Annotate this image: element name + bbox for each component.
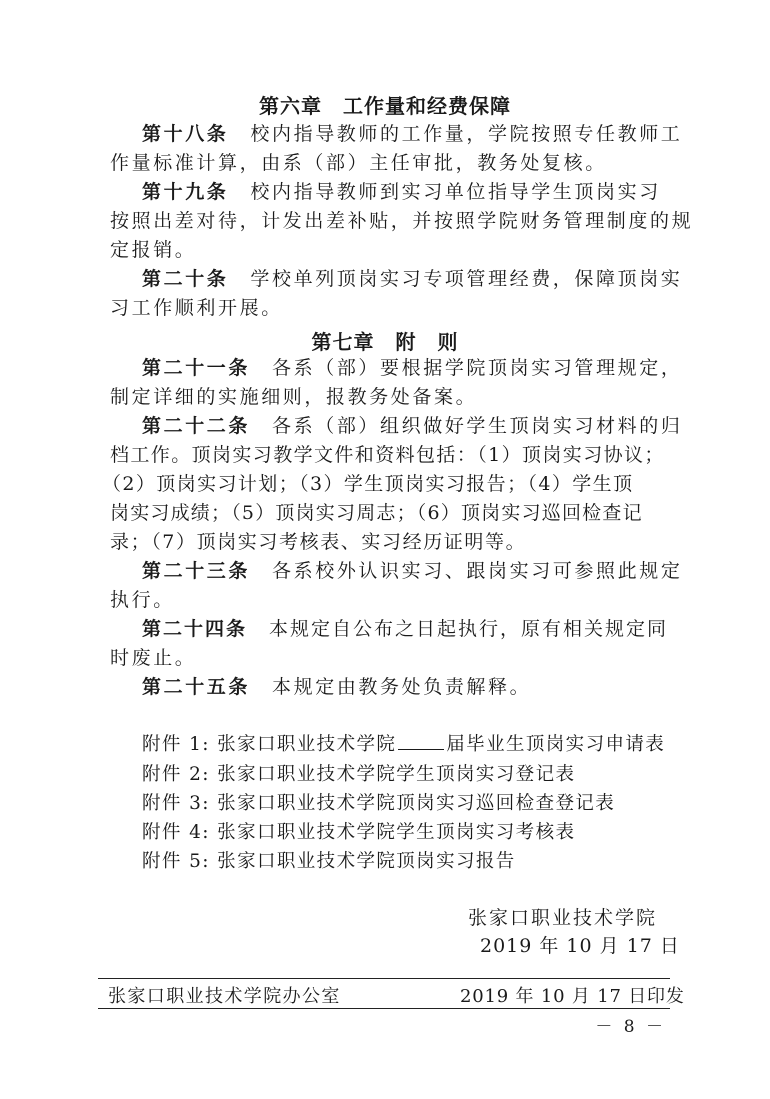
footer-office: 张家口职业技术学院办公室 [108, 986, 341, 1007]
article-22-line-4: 岗实习成绩；（5）顶岗实习周志；（6）顶岗实习巡回检查记 [110, 502, 643, 524]
article-20-line-1: 第二十条 学校单列顶岗实习专项管理经费，保障顶岗实 [142, 268, 683, 290]
article-18-label: 第十八条 [142, 123, 229, 145]
article-19-line-2: 按照出差对待，计发出差补贴，并按照学院财务管理制度的规 [110, 210, 694, 232]
article-23-label: 第二十三条 [142, 560, 251, 582]
attachment-5: 附件 5: 张家口职业技术学院顶岗实习报告 [142, 851, 516, 872]
article-24-line-1: 第二十四条 本规定自公布之日起执行，原有相关规定同 [142, 618, 669, 640]
article-21-label: 第二十一条 [142, 357, 251, 379]
article-22-label: 第二十二条 [142, 415, 251, 437]
footer-bottom-rule [98, 1008, 670, 1009]
attachment-4: 附件 4: 张家口职业技术学院学生顶岗实习考核表 [142, 822, 576, 843]
attachment-2: 附件 2: 张家口职业技术学院学生顶岗实习登记表 [142, 764, 576, 785]
article-21-line-1: 第二十一条 各系（部）要根据学院顶岗实习管理规定， [142, 357, 683, 379]
article-19-label: 第十九条 [142, 181, 229, 203]
article-24-label: 第二十四条 [142, 618, 248, 640]
article-24-line-2: 时废止。 [110, 647, 197, 669]
article-18-line-1: 第十八条 校内指导教师的工作量，学院按照专任教师工 [142, 123, 683, 145]
article-25-label: 第二十五条 [142, 676, 251, 698]
article-19-line-3: 定报销。 [110, 239, 197, 261]
chapter-7-heading: 第七章 附 则 [311, 330, 459, 354]
article-22-line-2: 档工作。顶岗实习教学文件和资料包括：（1）顶岗实习协议； [110, 444, 665, 466]
article-25-line-1: 第二十五条 本规定由教务处负责解释。 [142, 676, 532, 698]
article-23-line-2: 执行。 [110, 589, 175, 611]
signature-org: 张家口职业技术学院 [468, 907, 658, 929]
page-number: － 8 － [595, 1017, 666, 1037]
article-21-line-2: 制定详细的实施细则，报教务处备案。 [110, 386, 478, 408]
blank-line [398, 731, 444, 750]
article-22-line-5: 录；（7）顶岗实习考核表、实习经历证明等。 [110, 531, 527, 553]
article-22-line-3: （2）顶岗实习计划；（3）学生顶岗实习报告；（4）学生顶 [102, 473, 634, 495]
article-19-line-1: 第十九条 校内指导教师到实习单位指导学生顶岗实习 [142, 181, 661, 203]
attachment-1: 附件 1: 张家口职业技术学院 届毕业生顶岗实习申请表 [142, 730, 665, 756]
article-22-line-1: 第二十二条 各系（部）组织做好学生顶岗实习材料的归 [142, 415, 683, 437]
article-18-line-2: 作量标准计算，由系（部）主任审批，教务处复核。 [110, 152, 607, 174]
footer-print-date: 2019 年 10 月 17 日印发 [460, 986, 685, 1007]
attachment-3: 附件 3: 张家口职业技术学院顶岗实习巡回检查登记表 [142, 793, 616, 814]
article-23-line-1: 第二十三条 各系校外认识实习、跟岗实习可参照此规定 [142, 560, 683, 582]
article-20-line-2: 习工作顺利开展。 [110, 297, 283, 319]
footer-top-rule [98, 978, 670, 979]
article-20-label: 第二十条 [142, 268, 229, 290]
chapter-6-heading: 第六章 工作量和经费保障 [259, 94, 511, 118]
signature-date: 2019 年 10 月 17 日 [480, 935, 680, 957]
